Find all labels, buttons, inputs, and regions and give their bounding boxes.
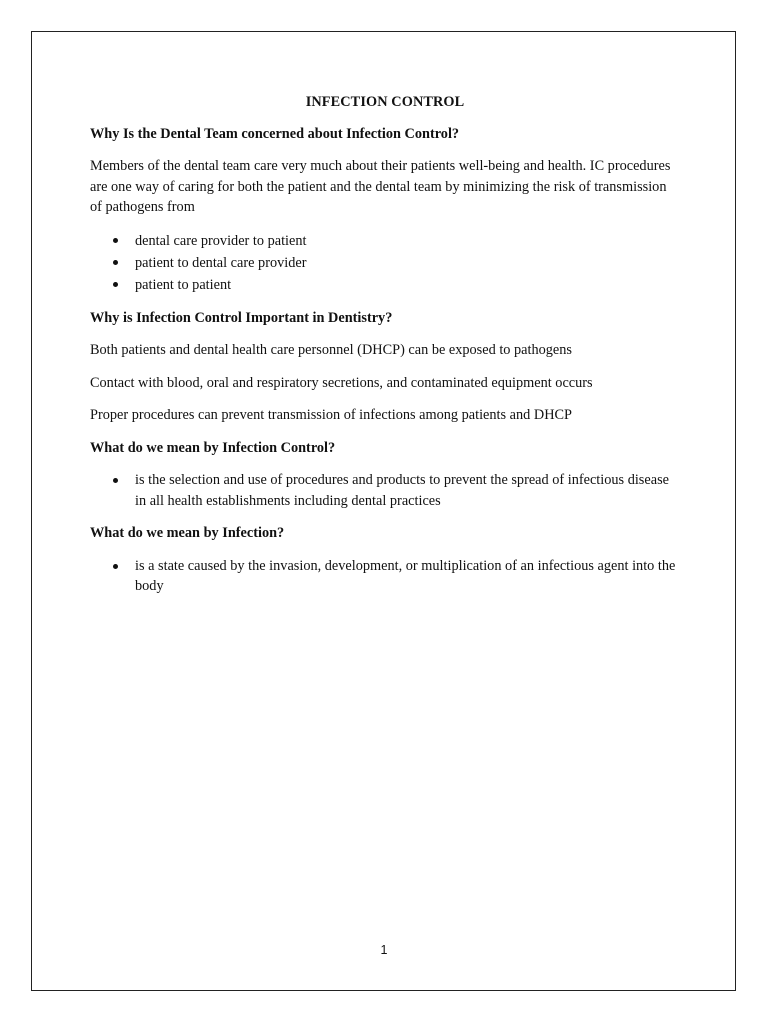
importance-paragraph-1: Both patients and dental health care personnel (DHCP) can be exposed to pathogens bbox=[90, 342, 572, 358]
list-item bbox=[90, 556, 680, 597]
list-item bbox=[90, 252, 680, 274]
bullet-icon bbox=[113, 282, 118, 287]
section-heading-infection-control-definition: What do we mean by Infection Control? bbox=[90, 439, 336, 456]
list-item-text: dental care provider to patient bbox=[135, 232, 307, 249]
list-item-text: patient to patient bbox=[135, 276, 232, 293]
list-item-text: is a state caused by the invasion, development, or multiplication of an infectious agent into the body bbox=[135, 557, 676, 594]
list-item-text: patient to dental care provider bbox=[135, 254, 307, 271]
section-heading-dental-team-concern: Why Is the Dental Team concerned about Infection Control? bbox=[90, 125, 460, 142]
document-title: INFECTION CONTROL bbox=[305, 94, 465, 110]
page-number: 1 bbox=[380, 943, 388, 957]
importance-paragraph-2: Contact with blood, oral and respiratory secretions, and contaminated equipment occurs bbox=[90, 374, 593, 391]
infection-control-definition-list bbox=[90, 470, 680, 511]
bullet-icon bbox=[113, 478, 118, 483]
document-body bbox=[90, 92, 680, 609]
section-heading-infection-definition: What do we mean by Infection? bbox=[90, 525, 285, 541]
bullet-icon bbox=[113, 564, 118, 569]
infection-definition-list bbox=[90, 556, 680, 597]
list-item bbox=[90, 274, 680, 296]
section-paragraph-dental-team-concern: Members of the dental team care very much about their patients well-being and health. IC procedures are one way of caring for both the patient and the dental team by minimizing the risk of transmission of pathogens from bbox=[90, 158, 671, 215]
list-item bbox=[90, 470, 680, 511]
list-item-text: is the selection and use of procedures and products to prevent the spread of infectious disease in all health establishments including dental practices bbox=[135, 472, 669, 509]
list-item bbox=[90, 230, 680, 252]
bullet-icon bbox=[113, 238, 118, 243]
section-heading-importance: Why is Infection Control Important in Dentistry? bbox=[90, 309, 393, 326]
importance-paragraph-3: Proper procedures can prevent transmission of infections among patients and DHCP bbox=[90, 407, 573, 423]
transmission-routes-list bbox=[90, 230, 680, 296]
bullet-icon bbox=[113, 260, 118, 265]
